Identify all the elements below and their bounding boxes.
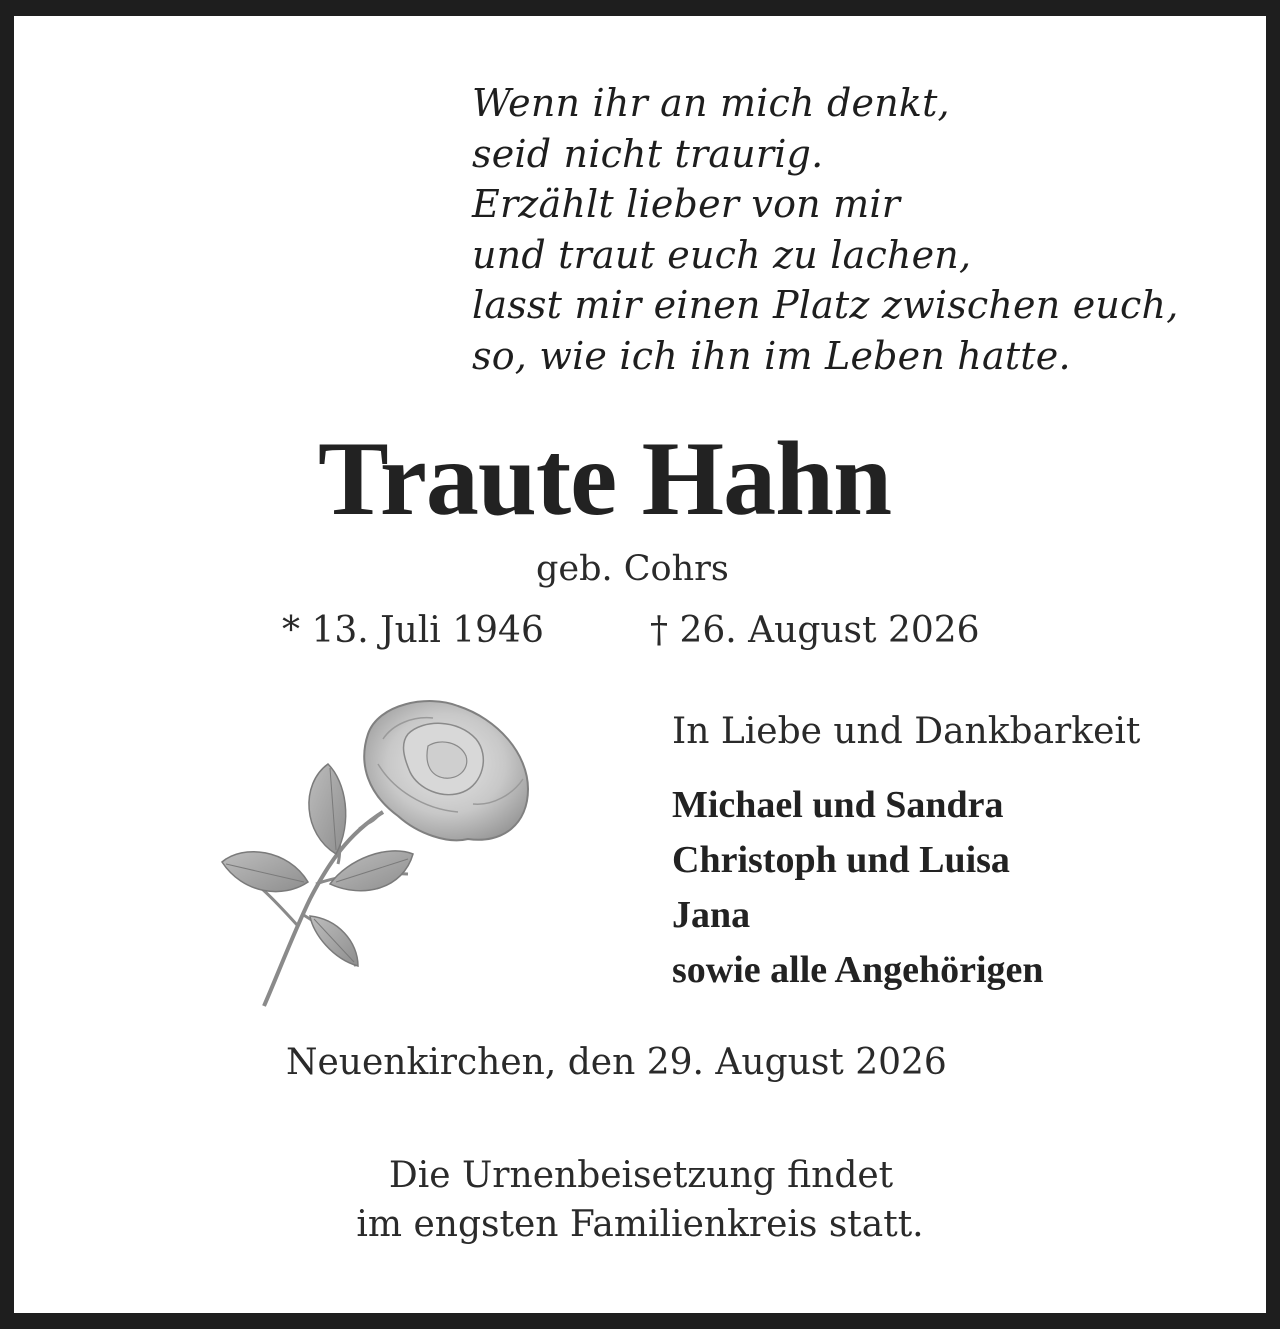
death-date: † 26. August 2026: [650, 610, 980, 651]
dedication: In Liebe und Dankbarkeit: [672, 711, 1141, 752]
poem: [472, 78, 1179, 381]
mourner-name: Jana: [672, 894, 751, 936]
mourner-name: Michael und Sandra: [672, 784, 1004, 826]
poem-line: seid nicht traurig.: [472, 131, 824, 176]
mourner-name: sowie alle Angehörigen: [672, 949, 1044, 991]
poem-line: Erzählt lieber von mir: [472, 182, 901, 226]
mourners-list: [672, 778, 1044, 998]
poem-line: lasst mir einen Platz zwischen euch,: [472, 283, 1179, 327]
funeral-line: im engsten Familienkreis statt.: [356, 1204, 924, 1245]
place-and-date: Neuenkirchen, den 29. August 2026: [286, 1042, 947, 1083]
poem-line: und traut euch zu lachen,: [472, 232, 972, 277]
poem-line: so, wie ich ihn im Leben hatte.: [472, 333, 1071, 378]
funeral-notice: [0, 1151, 1280, 1249]
deceased-name: Traute Hahn: [318, 420, 892, 537]
mourner-name: Christoph und Luisa: [672, 839, 1010, 881]
birth-date: * 13. Juli 1946: [282, 610, 544, 651]
funeral-line: Die Urnenbeisetzung findet: [388, 1155, 894, 1196]
maiden-name: geb. Cohrs: [536, 549, 729, 589]
rose-icon: [218, 694, 538, 1014]
poem-line: Wenn ihr an mich denkt,: [472, 81, 950, 125]
